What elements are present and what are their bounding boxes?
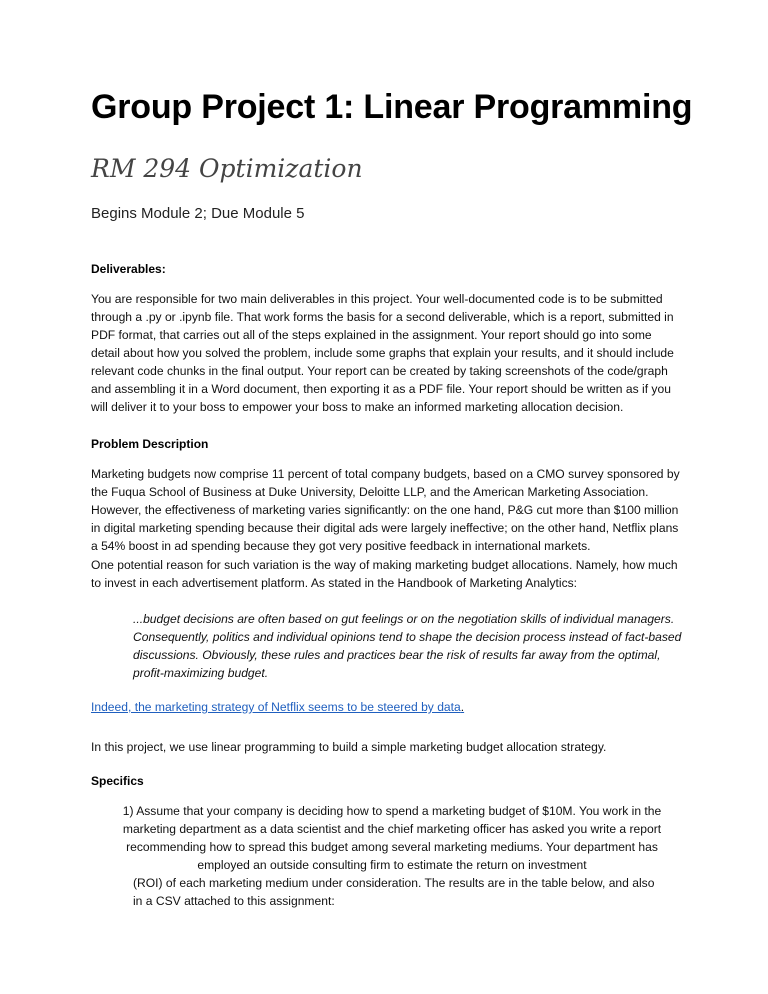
specifics-line: in a CSV attached to this assignment: — [133, 894, 335, 908]
deliverables-heading: Deliverables: — [91, 262, 166, 276]
specifics-line: (ROI) of each marketing medium under consideration. The results are in the table below, and also — [133, 876, 655, 890]
netflix-data-link[interactable] — [91, 700, 464, 714]
specifics-line: recommending how to spread this budget among several marketing mediums. Your department has — [126, 840, 658, 854]
specifics-line: employed an outside consulting firm to estimate the return on investment — [197, 858, 587, 872]
link-period: . — [460, 700, 465, 714]
handbook-quote: ...budget decisions are often based on gut feelings or on the negotiation skills of individual managers. Consequently, politics and individual opinions tend to shape the decision process instead of fact-based discussions. Obviously, these rules and practices bear the risk of results far away from the optimal, profit-maximizing budget. — [133, 612, 682, 680]
specifics-heading: Specifics — [91, 774, 144, 788]
problem-paragraph-1: Marketing budgets now comprise 11 percent of total company budgets, based on a CMO survey sponsored by the Fuqua School of Business at Duke University, Deloitte LLP, and the American Marketing Association. However, the effectiveness of marketing varies significantly: on the one hand, P&G cut more than $100 million in digital marketing spending because their digital ads were largely ineffective; on the other hand, Netflix plans a 54% boost in ad spending because they got very positive feedback in international markets. — [91, 467, 680, 553]
deliverables-paragraph: You are responsible for two main deliverables in this project. Your well-documented code is to be submitted through a .py or .ipynb file. That work forms the basis for a second deliverable, which is a report, submitted in PDF format, that carries out all of the steps explained in the assignment. Your report should go into some detail about how you solved the problem, include some graphs that explain your results, and it should include relevant code chunks in the final output. Your report can be created by taking screenshots of the code/graph and assembling it in a Word document, then exporting it as a PDF file. Your report should be written as if you will deliver it to your boss to empower your boss to make an informed marketing allocation decision. — [91, 292, 674, 414]
page-title: Group Project 1: Linear Programming — [91, 88, 693, 126]
netflix-link-text[interactable]: Indeed, the marketing strategy of Netflix seems to be steered by data — [91, 700, 461, 714]
schedule-line: Begins Module 2; Due Module 5 — [91, 205, 305, 222]
problem-paragraph-3: In this project, we use linear programming to build a simple marketing budget allocation strategy. — [91, 740, 607, 754]
problem-paragraph-2: One potential reason for such variation is the way of making marketing budget allocations. Namely, how much to invest in each advertisement platform. As stated in the Handbook of Marketing Analytics: — [91, 558, 678, 590]
problem-heading: Problem Description — [91, 437, 209, 451]
specifics-line: marketing department as a data scientist and the chief marketing officer has asked you write a report — [122, 822, 662, 836]
course-subtitle: RM 294 Optimization — [91, 154, 363, 183]
specifics-line: 1) Assume that your company is deciding how to spend a marketing budget of $10M. You work in the — [122, 804, 662, 818]
